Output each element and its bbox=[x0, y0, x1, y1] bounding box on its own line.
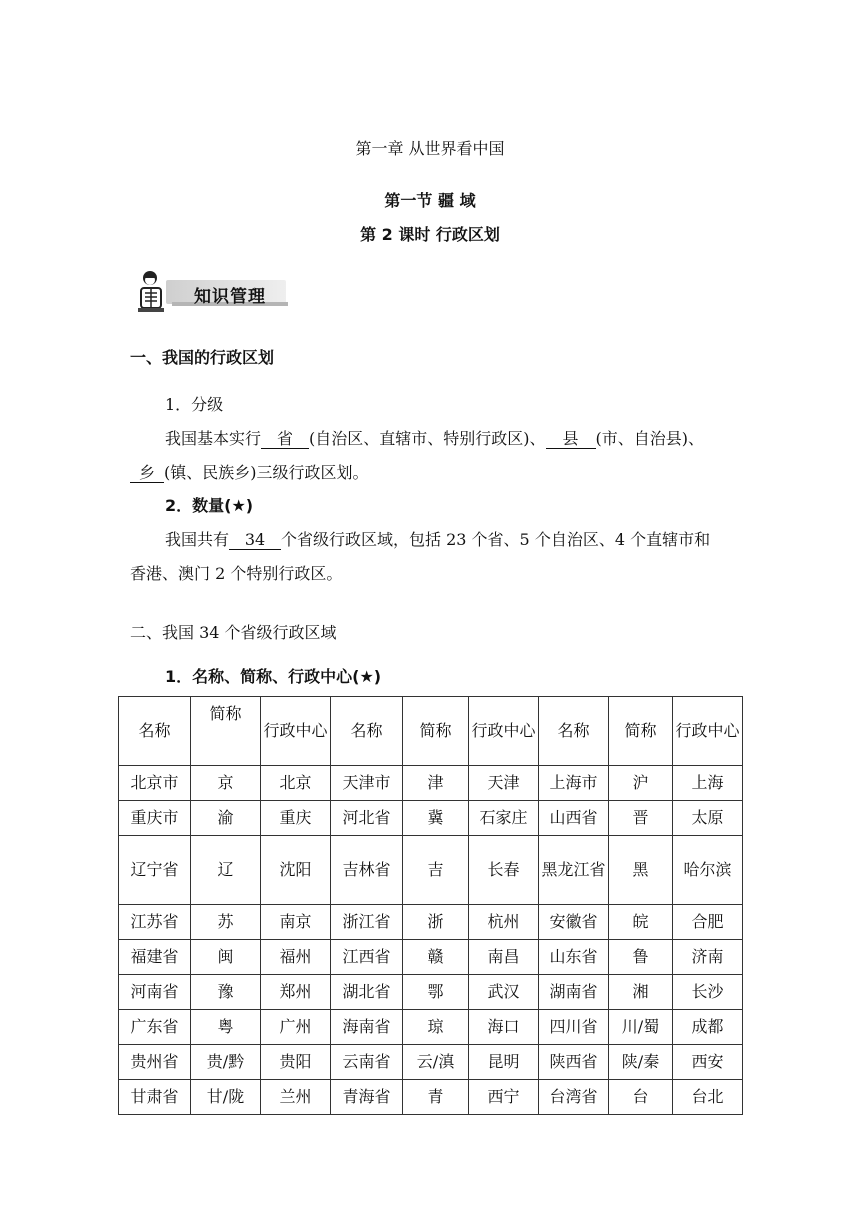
table-cell: 海南省 bbox=[331, 1010, 403, 1045]
table-cell: 江西省 bbox=[331, 940, 403, 975]
part1-item1-text bbox=[165, 426, 704, 449]
table-cell: 天津 bbox=[469, 766, 539, 801]
table-cell: 杭州 bbox=[469, 905, 539, 940]
table-cell: 黑龙江省 bbox=[539, 836, 609, 905]
table-cell: 福建省 bbox=[119, 940, 191, 975]
table-cell: 琼 bbox=[403, 1010, 469, 1045]
part1-item1-text-cont bbox=[130, 460, 369, 483]
table-cell: 浙江省 bbox=[331, 905, 403, 940]
table-cell: 河北省 bbox=[331, 801, 403, 836]
table-cell: 闽 bbox=[191, 940, 261, 975]
table-cell: 渝 bbox=[191, 801, 261, 836]
table-cell: 成都 bbox=[673, 1010, 743, 1045]
table-cell: 赣 bbox=[403, 940, 469, 975]
table-cell: 京 bbox=[191, 766, 261, 801]
table-cell: 济南 bbox=[673, 940, 743, 975]
table-header-cell: 简称 bbox=[191, 697, 261, 766]
table-cell: 郑州 bbox=[261, 975, 331, 1010]
table-row bbox=[119, 766, 743, 801]
table-header-cell: 行政中心 bbox=[469, 697, 539, 766]
table-cell: 鄂 bbox=[403, 975, 469, 1010]
table-cell: 川/蜀 bbox=[609, 1010, 673, 1045]
table-cell: 湘 bbox=[609, 975, 673, 1010]
table-cell: 四川省 bbox=[539, 1010, 609, 1045]
table-cell: 北京 bbox=[261, 766, 331, 801]
student-reading-icon bbox=[128, 268, 176, 316]
knowledge-banner bbox=[128, 268, 308, 316]
table-cell: 贵/黔 bbox=[191, 1045, 261, 1080]
table-cell: 鲁 bbox=[609, 940, 673, 975]
table-cell: 福州 bbox=[261, 940, 331, 975]
text-segment: (市、自治县)、 bbox=[595, 429, 705, 448]
table-row bbox=[119, 836, 743, 905]
table-cell: 津 bbox=[403, 766, 469, 801]
table-row bbox=[119, 1010, 743, 1045]
table-cell: 西安 bbox=[673, 1045, 743, 1080]
table-cell: 甘肃省 bbox=[119, 1080, 191, 1115]
table-cell: 甘/陇 bbox=[191, 1080, 261, 1115]
table-cell: 辽 bbox=[191, 836, 261, 905]
table-header-cell: 名称 bbox=[119, 697, 191, 766]
table-cell: 晋 bbox=[609, 801, 673, 836]
table-cell: 兰州 bbox=[261, 1080, 331, 1115]
table-cell: 哈尔滨 bbox=[673, 836, 743, 905]
table-cell: 石家庄 bbox=[469, 801, 539, 836]
table-cell: 贵阳 bbox=[261, 1045, 331, 1080]
table-cell: 山东省 bbox=[539, 940, 609, 975]
table-cell: 昆明 bbox=[469, 1045, 539, 1080]
table-header-cell: 名称 bbox=[331, 697, 403, 766]
table-cell: 西宁 bbox=[469, 1080, 539, 1115]
table-cell: 皖 bbox=[609, 905, 673, 940]
text-segment: 我国共有 bbox=[165, 530, 230, 549]
table-cell: 重庆 bbox=[261, 801, 331, 836]
section-title: 第一节 疆 域 bbox=[384, 191, 476, 210]
table-cell: 湖北省 bbox=[331, 975, 403, 1010]
table-cell: 长春 bbox=[469, 836, 539, 905]
table-cell: 台北 bbox=[673, 1080, 743, 1115]
text-segment: (镇、民族乡)三级行政区划。 bbox=[164, 463, 369, 482]
text-segment: (自治区、直辖市、特别行政区)、 bbox=[309, 429, 546, 448]
part1-heading: 一、我国的行政区划 bbox=[130, 348, 275, 367]
text-segment: 我国基本实行 bbox=[165, 429, 262, 448]
table-row bbox=[119, 1045, 743, 1080]
table-cell: 南昌 bbox=[469, 940, 539, 975]
table-header-cell: 名称 bbox=[539, 697, 609, 766]
table-row bbox=[119, 1080, 743, 1115]
table-cell: 沪 bbox=[609, 766, 673, 801]
part2-item1-title: 1．名称、简称、行政中心(★) bbox=[165, 667, 382, 686]
lesson-title: 第 2 课时 行政区划 bbox=[360, 225, 500, 244]
table-cell: 上海 bbox=[673, 766, 743, 801]
table-cell: 豫 bbox=[191, 975, 261, 1010]
table-cell: 台 bbox=[609, 1080, 673, 1115]
answer-blank: 34 bbox=[229, 531, 281, 550]
table-cell: 广东省 bbox=[119, 1010, 191, 1045]
table-cell: 广州 bbox=[261, 1010, 331, 1045]
table-cell: 湖南省 bbox=[539, 975, 609, 1010]
table-row bbox=[119, 905, 743, 940]
table-cell: 云南省 bbox=[331, 1045, 403, 1080]
table-cell: 吉 bbox=[403, 836, 469, 905]
table-cell: 天津市 bbox=[331, 766, 403, 801]
table-cell: 山西省 bbox=[539, 801, 609, 836]
province-table bbox=[118, 696, 743, 1115]
table-cell: 海口 bbox=[469, 1010, 539, 1045]
table-cell: 苏 bbox=[191, 905, 261, 940]
table-cell: 陕/秦 bbox=[609, 1045, 673, 1080]
table-cell: 吉林省 bbox=[331, 836, 403, 905]
table-cell: 粤 bbox=[191, 1010, 261, 1045]
table-cell: 太原 bbox=[673, 801, 743, 836]
table-cell: 冀 bbox=[403, 801, 469, 836]
table-row bbox=[119, 975, 743, 1010]
table-cell: 北京市 bbox=[119, 766, 191, 801]
table-header-cell: 简称 bbox=[609, 697, 673, 766]
part2-heading: 二、我国 34 个省级行政区域 bbox=[130, 623, 337, 642]
table-cell: 台湾省 bbox=[539, 1080, 609, 1115]
table-cell: 武汉 bbox=[469, 975, 539, 1010]
part1-item1-title: 1．分级 bbox=[165, 395, 224, 414]
table-cell: 辽宁省 bbox=[119, 836, 191, 905]
answer-blank: 省 bbox=[261, 430, 309, 449]
table-row bbox=[119, 801, 743, 836]
table-cell: 南京 bbox=[261, 905, 331, 940]
table-cell: 长沙 bbox=[673, 975, 743, 1010]
part1-item2-text bbox=[165, 527, 710, 550]
table-cell: 重庆市 bbox=[119, 801, 191, 836]
table-cell: 贵州省 bbox=[119, 1045, 191, 1080]
table-cell: 云/滇 bbox=[403, 1045, 469, 1080]
table-cell: 青 bbox=[403, 1080, 469, 1115]
table-cell: 青海省 bbox=[331, 1080, 403, 1115]
table-cell: 上海市 bbox=[539, 766, 609, 801]
table-header-cell: 行政中心 bbox=[673, 697, 743, 766]
table-cell: 安徽省 bbox=[539, 905, 609, 940]
part1-item2-text-cont: 香港、澳门 2 个特别行政区。 bbox=[130, 564, 343, 583]
text-segment: 个省级行政区域，包括 23 个省、5 个自治区、4 个直辖市和 bbox=[281, 530, 711, 549]
table-cell: 浙 bbox=[403, 905, 469, 940]
table-cell: 河南省 bbox=[119, 975, 191, 1010]
table-header-cell: 简称 bbox=[403, 697, 469, 766]
table-cell: 沈阳 bbox=[261, 836, 331, 905]
chapter-title: 第一章 从世界看中国 bbox=[355, 139, 505, 158]
table-cell: 陕西省 bbox=[539, 1045, 609, 1080]
banner-label: 知识管理 bbox=[194, 287, 266, 307]
table-header-cell: 行政中心 bbox=[261, 697, 331, 766]
table-cell: 江苏省 bbox=[119, 905, 191, 940]
table-cell: 黑 bbox=[609, 836, 673, 905]
table-cell: 合肥 bbox=[673, 905, 743, 940]
part1-item2-title: 2．数量(★) bbox=[165, 496, 254, 515]
answer-blank: 县 bbox=[546, 430, 596, 449]
province-table-body bbox=[119, 697, 743, 1115]
table-row bbox=[119, 940, 743, 975]
answer-blank: 乡 bbox=[130, 464, 164, 483]
table-header-row bbox=[119, 697, 743, 766]
